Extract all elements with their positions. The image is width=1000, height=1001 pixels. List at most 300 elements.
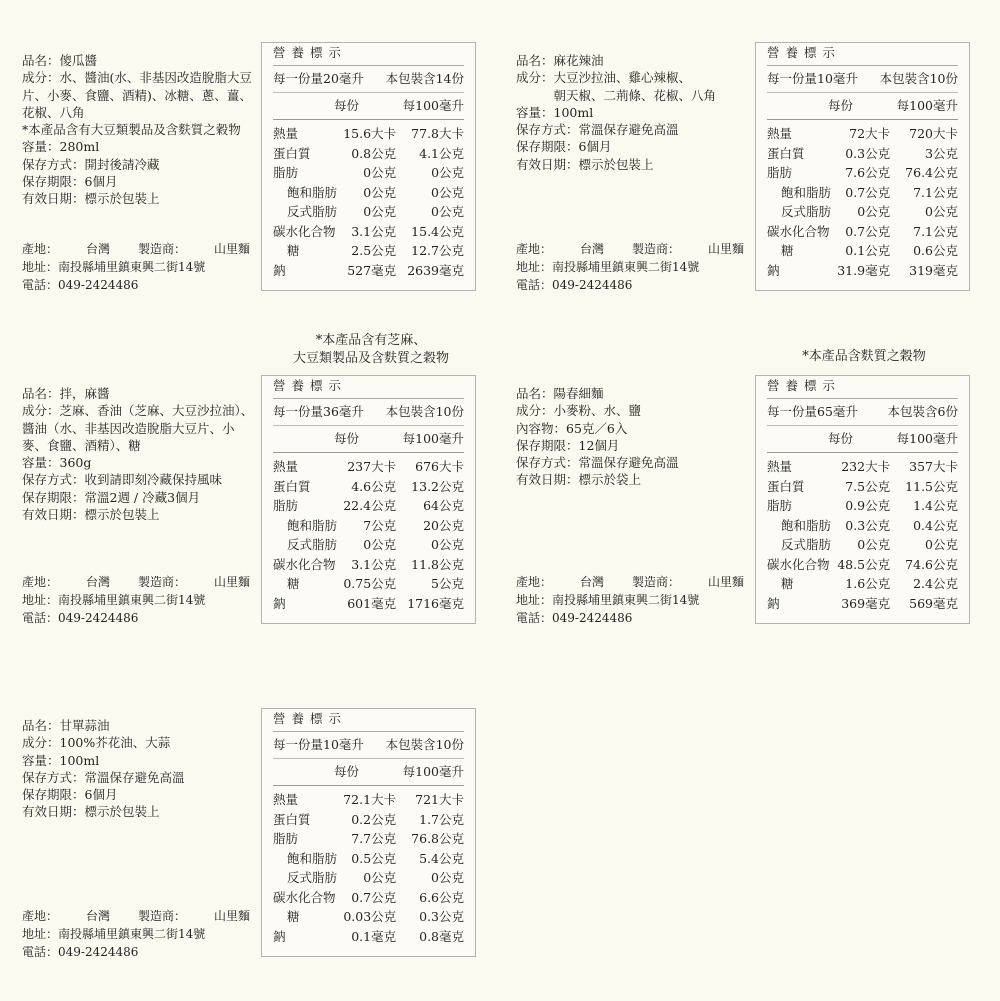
- nutrient-name: 蛋白質: [767, 145, 805, 161]
- per-100-value: 2.4公克: [913, 576, 958, 591]
- servings-per-pack: 本包裝含14份: [385, 71, 464, 86]
- per-serving-value: 7.6公克: [845, 165, 891, 180]
- nutrient-name: 糖: [781, 576, 794, 591]
- nutrient-name: 反式脂肪: [781, 204, 832, 219]
- origin-maker-row: [516, 240, 748, 258]
- serving-size: 每一份量65毫升: [767, 404, 858, 419]
- per-serving-value: 7.5公克: [845, 478, 891, 494]
- per-serving-value: 48.5公克: [837, 556, 891, 572]
- contact-block-1: [22, 240, 254, 294]
- nutrient-name: 飽和脂肪: [287, 850, 338, 866]
- nutrition-panel-5: [261, 708, 476, 957]
- per-serving-value: 0.5公克: [351, 850, 397, 866]
- serving-size: 每一份量20毫升: [273, 71, 364, 86]
- info-line: 成分：大豆沙拉油、雞心辣椒、: [516, 70, 692, 86]
- address-row: [22, 258, 254, 276]
- nutrient-name: 熱量: [273, 792, 299, 807]
- info-line: 保存期限：6個月: [22, 174, 118, 190]
- info-line: 有效日期：標示於包裝上: [516, 156, 654, 172]
- nutrient-name: 飽和脂肪: [781, 517, 832, 533]
- info-line: 保存期限：12個月: [516, 437, 620, 453]
- nutrient-row: [273, 202, 464, 222]
- info-line: 保存期限：6個月: [22, 787, 118, 803]
- per-100-value: 676大卡: [415, 459, 465, 474]
- allergen-note-line: *本產品含麩質之穀物: [802, 349, 926, 364]
- per-100-value: 0.3公克: [419, 909, 464, 924]
- per-100-value: 12.7公克: [411, 243, 464, 258]
- serving-size: 每一份量10毫升: [767, 71, 858, 86]
- nutrient-name: 鈉: [273, 595, 286, 611]
- per-100-value: 74.6公克: [905, 556, 959, 572]
- address-row: [516, 258, 748, 276]
- nutrient-row: [273, 477, 464, 497]
- per-100-value: 0.4公克: [913, 517, 958, 533]
- origin: [22, 575, 110, 589]
- nutrition-panel-1: [261, 42, 476, 291]
- per-100-header: 每100毫升: [896, 431, 958, 446]
- per-100-value: 13.2公克: [411, 478, 465, 494]
- per-serving-value: 3.1公克: [351, 223, 397, 239]
- nutrient-name: 脂肪: [767, 498, 793, 513]
- per-serving-header: 每份: [334, 98, 360, 113]
- nutrient-name: 碳水化合物: [273, 889, 336, 905]
- address-value: 南投縣埔里鎮東興二街14號: [58, 593, 206, 607]
- per-100-value: 357大卡: [909, 459, 959, 474]
- per-100-value: 7.1公克: [913, 184, 958, 200]
- phone-row: [22, 276, 254, 294]
- contact-block-2: [516, 240, 748, 294]
- nutrient-row: [767, 574, 958, 594]
- per-serving-value: 7公克: [363, 517, 397, 533]
- per-serving-value: 0公克: [857, 537, 891, 552]
- per-100-header: 每100毫升: [402, 764, 464, 779]
- column-header: [767, 425, 958, 453]
- info-line: 容量：100ml: [516, 104, 594, 120]
- info-line: 品名：拌，麻醬: [22, 386, 110, 401]
- per-100-value: 15.4公克: [411, 223, 465, 239]
- nutrient-row: [767, 535, 958, 555]
- nutrient-name: 鈉: [767, 595, 780, 611]
- maker: [632, 242, 744, 256]
- nutrient-row: [273, 222, 464, 242]
- nutrient-name: 糖: [287, 909, 300, 924]
- info-line: 保存期限：常溫2週 / 冷藏3個月: [22, 489, 201, 505]
- per-serving-value: 72大卡: [849, 126, 891, 141]
- info-line: 成分：小麥粉、水、鹽: [516, 403, 642, 419]
- nutrient-name: 脂肪: [273, 498, 299, 513]
- nutrient-row: [767, 594, 958, 614]
- per-serving-value: 0.2公克: [351, 811, 397, 827]
- per-serving-value: 72.1大卡: [343, 792, 397, 807]
- product-info-4: [516, 385, 748, 489]
- phone-value: 049-2424486: [552, 278, 633, 292]
- info-line: 內容物：65克／6入: [516, 420, 628, 436]
- per-serving-value: 0.7公克: [845, 223, 891, 239]
- per-100-value: 0公克: [925, 537, 958, 552]
- servings-per-pack: 本包裝含10份: [879, 71, 958, 86]
- serving-row: [273, 399, 464, 425]
- origin-maker-row: [22, 573, 254, 591]
- info-line: 容量：280ml: [22, 139, 100, 155]
- nutrition-panel-3: [261, 375, 476, 624]
- nutrient-name: 碳水化合物: [767, 556, 830, 572]
- serving-row: [273, 732, 464, 758]
- column-header: [273, 92, 464, 120]
- address-row: [516, 591, 748, 609]
- address-row: [22, 591, 254, 609]
- nutrient-name: 熱量: [273, 459, 299, 474]
- nutrient-row: [767, 516, 958, 536]
- address-label: 地址：: [516, 593, 553, 607]
- per-serving-value: 0.03公克: [343, 909, 397, 924]
- per-100-value: 11.5公克: [905, 478, 959, 494]
- nutrient-name: 糖: [287, 576, 300, 591]
- product-info-3: [22, 385, 254, 523]
- per-100-value: 0公克: [431, 204, 464, 219]
- nutrient-row: [273, 124, 464, 144]
- product-info-5: [22, 717, 254, 821]
- per-serving-value: 0.1公克: [845, 243, 891, 258]
- per-serving-value: 527毫克: [347, 262, 397, 278]
- panel-title: 營 養 標 示: [273, 376, 464, 399]
- maker: [138, 575, 250, 589]
- per-serving-value: 0公克: [857, 204, 891, 219]
- per-100-value: 0公克: [431, 165, 465, 180]
- per-100-value: 76.4公克: [905, 165, 959, 180]
- per-serving-value: 369毫克: [841, 595, 891, 611]
- origin-label: 產地：: [22, 909, 59, 923]
- per-100-value: 569毫克: [909, 595, 959, 611]
- per-serving-value: 0.3公克: [845, 517, 891, 533]
- address-label: 地址：: [516, 260, 553, 274]
- per-serving-value: 237大卡: [347, 459, 397, 474]
- nutrient-row: [273, 457, 464, 477]
- nutrient-name: 蛋白質: [767, 478, 805, 494]
- contact-block-3: [22, 573, 254, 627]
- info-line: 有效日期：標示於包裝上: [22, 804, 160, 820]
- servings-per-pack: 本包裝含10份: [385, 737, 464, 752]
- per-100-value: 64公克: [423, 498, 465, 513]
- nutrient-rows: [273, 457, 464, 613]
- per-serving-value: 0.9公克: [845, 498, 891, 513]
- per-serving-value: 31.9毫克: [837, 262, 891, 278]
- maker-label: 製造商：: [138, 242, 187, 256]
- address-value: 南投縣埔里鎮東興二街14號: [58, 927, 206, 941]
- per-serving-value: 0公克: [363, 165, 397, 180]
- nutrient-name: 飽和脂肪: [287, 184, 338, 200]
- nutrient-row: [273, 555, 464, 575]
- address-value: 南投縣埔里鎮東興二街14號: [552, 260, 700, 274]
- phone-label: 電話：: [22, 945, 59, 959]
- origin-label: 產地：: [516, 242, 553, 256]
- maker: [632, 575, 744, 589]
- nutrient-rows: [767, 124, 958, 280]
- serving-row: [767, 399, 958, 425]
- info-line: 保存方式：開封後請冷藏: [22, 156, 160, 172]
- per-serving-value: 0.75公克: [343, 576, 397, 591]
- panel-title: 營 養 標 示: [273, 43, 464, 66]
- per-serving-value: 601毫克: [347, 595, 397, 611]
- per-100-value: 1.7公克: [419, 811, 465, 827]
- info-line: 保存期限：6個月: [516, 139, 612, 155]
- nutrient-row: [273, 927, 464, 947]
- per-serving-value: 0公克: [363, 537, 397, 552]
- phone-value: 049-2424486: [58, 945, 139, 959]
- per-100-header: 每100毫升: [402, 98, 464, 113]
- per-serving-value: 1.6公克: [845, 576, 891, 591]
- info-line: 品名：麻花辣油: [516, 53, 604, 68]
- address-value: 南投縣埔里鎮東興二街14號: [58, 260, 206, 274]
- origin-maker-row: [22, 240, 254, 258]
- phone-label: 電話：: [22, 278, 59, 292]
- per-serving-value: 4.6公克: [351, 478, 397, 494]
- nutrition-panel-4: [755, 375, 970, 624]
- allergen-note-sesame: [262, 332, 480, 367]
- origin: [22, 242, 110, 256]
- servings-per-pack: 本包裝含10份: [385, 404, 464, 419]
- nutrient-name: 反式脂肪: [287, 870, 338, 885]
- origin-label: 產地：: [22, 242, 59, 256]
- per-100-value: 6.6公克: [419, 889, 465, 905]
- nutrient-name: 蛋白質: [273, 811, 311, 827]
- info-line: 保存方式：常溫保存避免高溫: [22, 769, 185, 785]
- nutrient-name: 脂肪: [767, 165, 793, 180]
- info-line: 有效日期：標示於袋上: [516, 472, 642, 488]
- per-serving-value: 0.1毫克: [351, 928, 397, 944]
- per-100-value: 5公克: [431, 576, 464, 591]
- nutrient-rows: [767, 457, 958, 613]
- nutrition-panel-2: [755, 42, 970, 291]
- nutrient-rows: [273, 790, 464, 946]
- phone-row: [22, 609, 254, 627]
- nutrient-name: 反式脂肪: [781, 537, 832, 552]
- origin-label: 產地：: [516, 575, 553, 589]
- allergen-note-line-2: 大豆類製品及含麩質之穀物: [292, 350, 449, 366]
- per-serving-header: 每份: [828, 98, 854, 113]
- per-100-value: 0公克: [431, 870, 464, 885]
- origin-value: 台灣: [580, 575, 605, 589]
- per-serving-header: 每份: [334, 764, 360, 779]
- nutrient-row: [767, 261, 958, 281]
- nutrient-name: 鈉: [273, 928, 286, 944]
- maker-value: 山里麵: [214, 242, 251, 256]
- column-header: [273, 425, 464, 453]
- per-100-value: 7.1公克: [913, 223, 959, 239]
- origin-value: 台灣: [86, 909, 111, 923]
- per-serving-value: 15.6大卡: [343, 126, 397, 141]
- maker-value: 山里麵: [708, 575, 745, 589]
- maker-label: 製造商：: [632, 242, 681, 256]
- phone-value: 049-2424486: [552, 611, 633, 625]
- nutrient-row: [273, 888, 464, 908]
- maker: [138, 242, 250, 256]
- info-line: 品名：傻瓜醬: [22, 53, 98, 68]
- per-100-value: 721大卡: [415, 792, 465, 807]
- nutrient-row: [273, 829, 464, 849]
- phone-row: [516, 276, 748, 294]
- nutrient-name: 鈉: [767, 262, 780, 278]
- nutrient-row: [273, 790, 464, 810]
- nutrient-row: [273, 163, 464, 183]
- phone-value: 049-2424486: [58, 611, 139, 625]
- nutrient-name: 熱量: [273, 126, 299, 141]
- nutrient-name: 蛋白質: [273, 478, 311, 494]
- nutrient-name: 脂肪: [273, 831, 299, 846]
- info-line: 成分：100%芥花油、大蒜: [22, 735, 171, 751]
- panel-title: 營 養 標 示: [273, 709, 464, 732]
- phone-row: [516, 609, 748, 627]
- info-line: 保存方式：常溫保存避免高溫: [516, 455, 679, 471]
- nutrient-row: [273, 516, 464, 536]
- per-100-value: 20公克: [423, 517, 464, 533]
- nutrient-row: [273, 496, 464, 516]
- nutrient-row: [273, 261, 464, 281]
- serving-row: [273, 66, 464, 92]
- address-row: [22, 925, 254, 943]
- maker-value: 山里麵: [214, 909, 251, 923]
- per-serving-value: 22.4公克: [343, 498, 397, 513]
- info-line: *本產品含有大豆類製品及含麩質之穀物: [22, 122, 241, 138]
- allergen-note-line-1: *本產品含有芝麻、: [315, 333, 427, 348]
- info-line: 保存方式：收到請即刻冷藏保持風味: [22, 472, 223, 488]
- origin-value: 台灣: [580, 242, 605, 256]
- origin-maker-row: [516, 573, 748, 591]
- column-header: [273, 758, 464, 786]
- panel-title: 營 養 標 示: [767, 376, 958, 399]
- nutrient-row: [273, 868, 464, 888]
- info-line: 成分：水、醬油(水、非基因改造脫脂大豆片、小麥、食鹽、酒精)、冰糖、蔥、薑、花椒、八角: [22, 70, 252, 120]
- nutrient-name: 飽和脂肪: [781, 184, 832, 200]
- maker-label: 製造商：: [632, 575, 681, 589]
- per-100-value: 2639毫克: [407, 262, 465, 278]
- serving-row: [767, 66, 958, 92]
- panel-title: 營 養 標 示: [767, 43, 958, 66]
- per-serving-value: 0公克: [363, 204, 397, 219]
- per-100-value: 1.4公克: [913, 498, 959, 513]
- per-serving-value: 0公克: [363, 870, 397, 885]
- contact-block-4: [516, 573, 748, 627]
- per-100-value: 0公克: [925, 204, 958, 219]
- address-label: 地址：: [22, 927, 59, 941]
- info-line: 朝天椒、二荊條、花椒、八角: [516, 87, 717, 103]
- servings-per-pack: 本包裝含6份: [887, 404, 958, 419]
- nutrient-name: 碳水化合物: [273, 556, 336, 572]
- per-100-value: 0公克: [431, 537, 464, 552]
- origin-value: 台灣: [86, 242, 111, 256]
- per-100-value: 1716毫克: [407, 595, 465, 611]
- per-serving-value: 3.1公克: [351, 556, 397, 572]
- nutrient-row: [767, 144, 958, 164]
- per-100-value: 11.8公克: [411, 556, 465, 572]
- nutrient-row: [767, 457, 958, 477]
- nutrient-row: [767, 222, 958, 242]
- nutrient-name: 蛋白質: [273, 145, 311, 161]
- nutrient-row: [767, 241, 958, 261]
- address-value: 南投縣埔里鎮東興二街14號: [552, 593, 700, 607]
- maker: [138, 909, 250, 923]
- nutrient-name: 糖: [781, 243, 794, 258]
- info-line: 成分：芝麻、香油（芝麻、大豆沙拉油）、醬油（水、非基因改造脫脂大豆片、小麥、食鹽、酒精）、糖: [22, 403, 254, 453]
- nutrient-row: [767, 496, 958, 516]
- nutrient-row: [273, 810, 464, 830]
- nutrient-row: [767, 183, 958, 203]
- nutrient-row: [273, 849, 464, 869]
- product-info-1: [22, 52, 254, 208]
- nutrient-row: [273, 574, 464, 594]
- nutrient-row: [767, 124, 958, 144]
- nutrient-name: 脂肪: [273, 165, 299, 180]
- address-label: 地址：: [22, 260, 59, 274]
- per-100-header: 每100毫升: [402, 431, 464, 446]
- allergen-note-gluten: [756, 348, 972, 366]
- phone-label: 電話：: [22, 611, 59, 625]
- phone-label: 電話：: [516, 278, 553, 292]
- per-100-value: 0.6公克: [913, 243, 958, 258]
- maker-value: 山里麵: [708, 242, 745, 256]
- nutrient-name: 碳水化合物: [767, 223, 830, 239]
- origin-value: 台灣: [86, 575, 111, 589]
- info-line: 容量：360g: [22, 455, 92, 471]
- per-serving-value: 0.7公克: [845, 184, 891, 200]
- maker-label: 製造商：: [138, 575, 187, 589]
- nutrient-rows: [273, 124, 464, 280]
- nutrient-row: [767, 163, 958, 183]
- per-serving-value: 232大卡: [841, 459, 891, 474]
- info-line: 有效日期：標示於包裝上: [22, 191, 160, 207]
- product-info-2: [516, 52, 748, 173]
- nutrient-row: [273, 144, 464, 164]
- per-serving-header: 每份: [334, 431, 360, 446]
- info-line: 有效日期：標示於包裝上: [22, 507, 160, 523]
- per-100-value: 720大卡: [909, 126, 959, 141]
- nutrient-name: 反式脂肪: [287, 537, 338, 552]
- column-header: [767, 92, 958, 120]
- per-serving-value: 0.3公克: [845, 145, 891, 161]
- per-serving-value: 0.7公克: [351, 889, 397, 905]
- nutrient-name: 糖: [287, 243, 300, 258]
- info-line: 品名：陽春細麵: [516, 386, 604, 401]
- nutrient-name: 鈉: [273, 262, 286, 278]
- per-100-header: 每100毫升: [896, 98, 958, 113]
- per-100-value: 319毫克: [909, 262, 959, 278]
- origin-maker-row: [22, 907, 254, 925]
- contact-block-5: [22, 907, 254, 961]
- per-100-value: 0公克: [431, 184, 464, 200]
- per-serving-value: 2.5公克: [351, 243, 397, 258]
- per-100-value: 0.8毫克: [419, 928, 465, 944]
- nutrient-row: [273, 594, 464, 614]
- nutrient-name: 反式脂肪: [287, 204, 338, 219]
- nutrient-row: [273, 535, 464, 555]
- origin: [22, 909, 110, 923]
- per-100-value: 5.4公克: [419, 850, 464, 866]
- serving-size: 每一份量10毫升: [273, 737, 364, 752]
- nutrient-row: [767, 477, 958, 497]
- nutrient-name: 熱量: [767, 126, 793, 141]
- per-100-value: 76.8公克: [411, 831, 465, 846]
- per-serving-value: 0.8公克: [351, 145, 397, 161]
- per-serving-header: 每份: [828, 431, 854, 446]
- phone-row: [22, 943, 254, 961]
- per-100-value: 4.1公克: [419, 145, 465, 161]
- nutrient-row: [767, 555, 958, 575]
- info-line: 容量：100ml: [22, 752, 100, 768]
- nutrient-name: 碳水化合物: [273, 223, 336, 239]
- info-line: 保存方式：常溫保存避免高溫: [516, 122, 679, 138]
- nutrient-row: [273, 183, 464, 203]
- per-100-value: 77.8大卡: [411, 126, 465, 141]
- nutrient-row: [273, 907, 464, 927]
